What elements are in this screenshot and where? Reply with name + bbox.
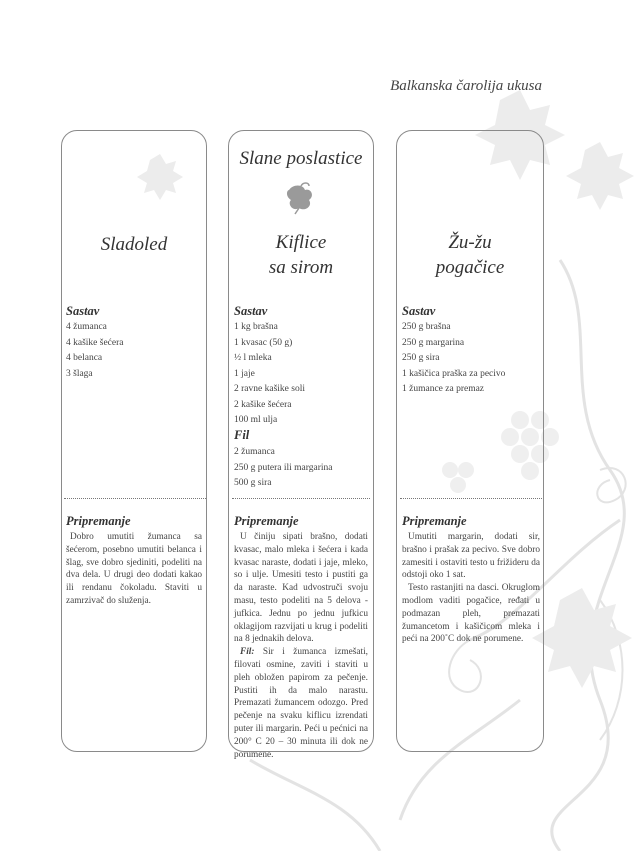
recipe-card-sladoled <box>61 130 207 752</box>
page-header-title: Balkanska čarolija ukusa <box>390 78 542 94</box>
pripremanje-heading: Pripremanje <box>402 514 467 528</box>
sastav-heading: Sastav <box>234 304 268 318</box>
dotted-divider <box>400 498 542 499</box>
preparation-text: Umutiti margarin, dodati sir, brašno i prašak za pecivo. Sve dobro zamesiti i ostaviti testo u frižideru da odstoji oko 1 sat. Testo rastanjiti na dasci. Okruglom modlom vaditi pogačice, ređati u podmazan pleh, premazati žumancetom i kašičicom mleka i peći na 200˚C dok ne porumene. <box>402 532 540 645</box>
fil-heading: Fil <box>234 428 250 442</box>
sastav-heading: Sastav <box>66 304 100 318</box>
ingredient: 2 ravne kašike soli <box>234 384 305 394</box>
ingredient: ½ l mleka <box>234 353 272 363</box>
ingredient: 2 žumanca <box>234 447 275 457</box>
recipe-title-sladoled: Sladoled <box>100 234 168 255</box>
ingredient: 1 žumance za premaz <box>402 384 485 394</box>
ingredient: 1 kvasac (50 g) <box>234 337 293 348</box>
ingredient: 1 kašičica praška za pecivo <box>402 368 506 379</box>
ingredient-list <box>66 320 202 382</box>
ingredient: 1 jaje <box>234 368 255 379</box>
pripremanje-heading: Pripremanje <box>66 514 131 528</box>
recipe-title-kiflice: Kiflice sa sirom <box>268 232 334 278</box>
ingredient: 250 g brašna <box>402 322 451 332</box>
ingredient: 100 ml ulja <box>234 415 278 425</box>
ingredient: 4 kašike šećera <box>66 337 124 348</box>
fil-ingredient-list <box>234 445 368 492</box>
section-title: Slane poslastice <box>239 148 363 169</box>
sastav-heading: Sastav <box>402 304 436 318</box>
ingredient: 1 kg brašna <box>234 322 278 332</box>
dotted-divider <box>232 498 370 499</box>
ingredient: 250 g putera ili margarina <box>234 462 333 473</box>
fil-label: Fil: <box>240 647 255 658</box>
ingredient: 250 g margarina <box>402 337 465 348</box>
ingredient: 4 belanca <box>66 353 103 363</box>
ingredient: 500 g sira <box>234 478 272 488</box>
preparation-text: Dobro umutiti žumanca sa šećerom, posebno umutiti belanca i šlag, sve dobro sjediniti, podeliti na dva dela. U drugi deo dodati kakao ili rendanu čokoladu. Staviti u zamrzivač do služenja. <box>66 532 202 606</box>
recipe-title-zuzu: Žu-žu pogačice <box>435 232 505 278</box>
pripremanje-heading: Pripremanje <box>234 514 299 528</box>
grape-leaf-icon <box>283 180 319 216</box>
ingredient: 3 šlaga <box>66 368 93 379</box>
ingredient: 2 kašike šećera <box>234 399 292 410</box>
preparation-text: U činiju sipati brašno, dodati kvasac, malo mleka i šećera i kada kvasac naraste, dodati i jaje, mleko, so i ulje. Umesiti testo i pustiti ga da naraste. Kad udvostruči svoju masu, testo podeliti na 5 delova - jufkica. Jednu po jednu jufkicu oklagijom razvijati u krug i podeliti na 8 jednakih delova. Fil: Sir i žumanca izmešati, filovati osmine, zaviti i staviti u pleh obložen papirom za pečenje. Pustiti ih da malo narastu. Premazati žumancem odozgo. Pred pečenje na svaku kiflicu izrendati puter ili margarin. Peći u pećnici na 200° C 20 – 30 minuta ili dok ne porumene. <box>234 532 368 760</box>
ingredient: 250 g sira <box>402 353 440 363</box>
ingredient-list <box>234 320 368 429</box>
recipe-card-zuzu <box>396 130 544 752</box>
ingredient: 4 žumanca <box>66 322 107 332</box>
dotted-divider <box>64 498 206 499</box>
ingredient-list <box>402 320 540 398</box>
